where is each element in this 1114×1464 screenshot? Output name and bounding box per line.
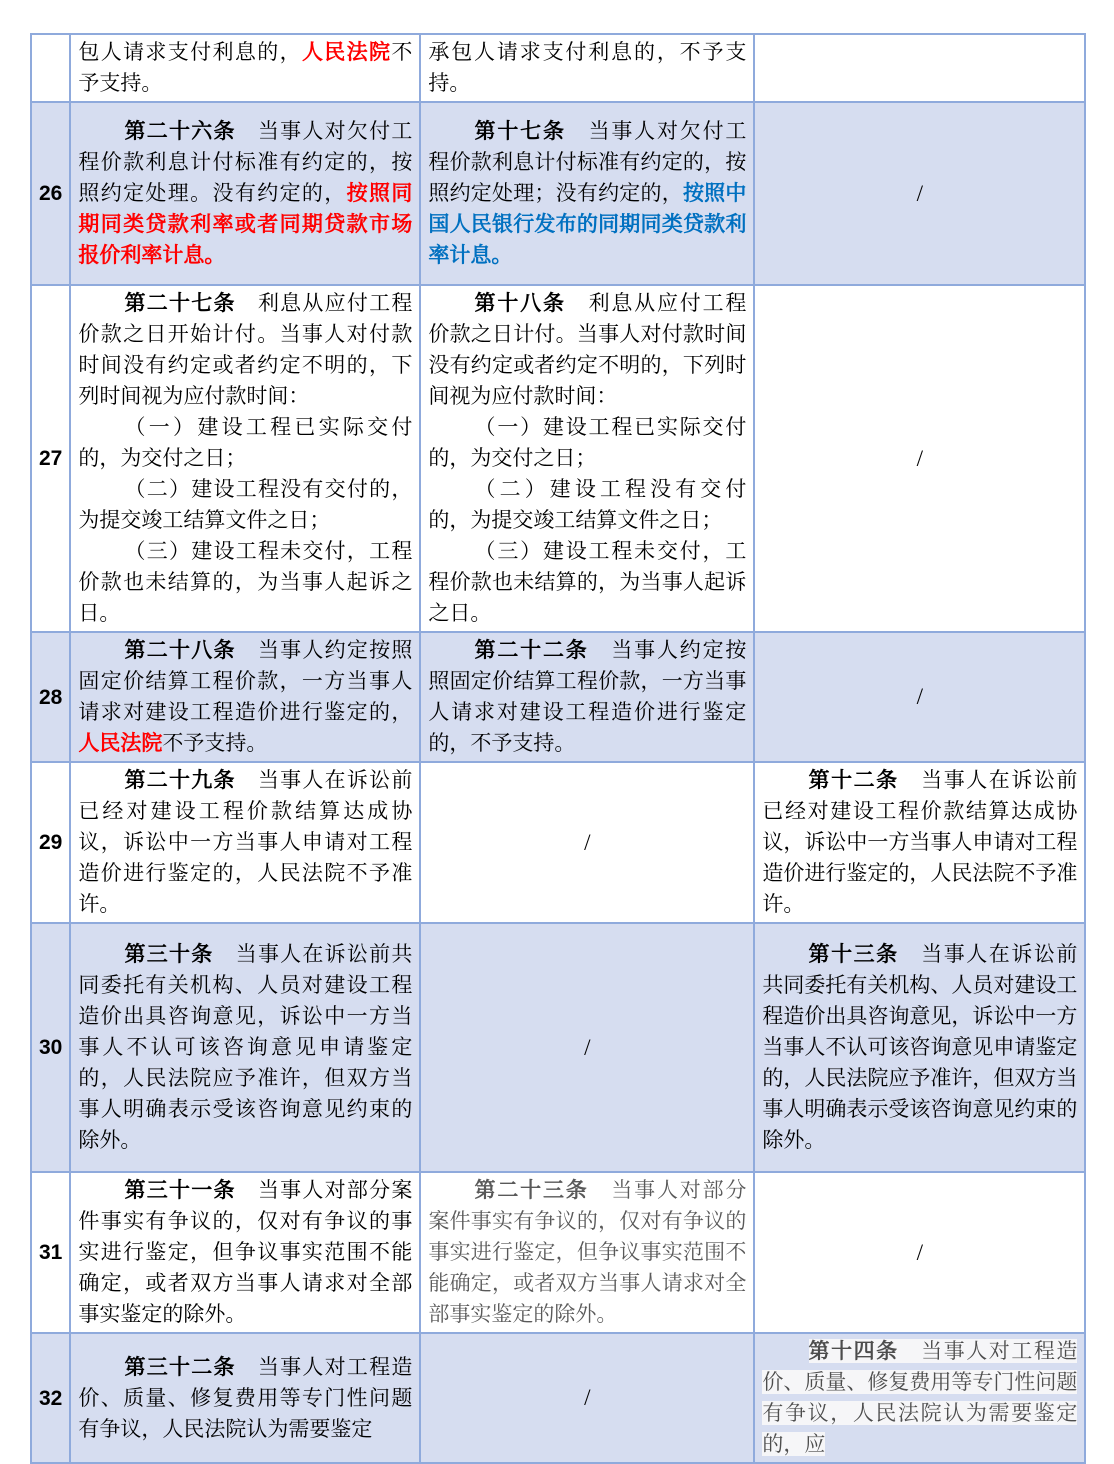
text-run: 当事人对欠付工程价款利息计付标准有约定的，按照约定处理；没有约定的， — [428, 119, 747, 205]
text-run: 当事人在诉讼前共同委托有关机构、人员对建设工程造价出具咨询意见，诉讼中一方当事人不认可该咨询意见申请鉴定的，人民法院应予准许，但双方当事人明确表示受该咨询意见约束的除外。 — [762, 942, 1078, 1152]
row-number: 28 — [31, 632, 70, 762]
table-row — [31, 1333, 1085, 1463]
text-run-gray: 当事人对部分案件事实有争议的，仅对有争议的事实进行鉴定，但争议事实范围不能确定，或者双方当事人请求对全部事实鉴定的除外。 — [428, 1178, 747, 1326]
article-cell — [70, 34, 420, 102]
paragraph — [78, 412, 412, 474]
paragraph — [78, 939, 412, 1156]
slash-mark: / — [916, 1239, 924, 1265]
text-run: 不予支持。 — [162, 731, 268, 755]
text-run-hl: 当事人对工程造价、质量、修复费用等专门性问题有争议，人民法院认为需要鉴定的，应 — [762, 1339, 1078, 1456]
not-applicable-cell — [754, 102, 1085, 285]
paragraph — [762, 765, 1077, 920]
article-cell — [70, 102, 420, 285]
article-cell — [420, 1172, 754, 1333]
row-number: 32 — [31, 1333, 70, 1463]
text-run: 当事人对工程造价、质量、修复费用等专门性问题有争议，人民法院认为需要鉴定 — [78, 1354, 413, 1441]
text-run-red: 人民法院 — [78, 731, 163, 755]
text-run-b: 第三十条 — [124, 942, 214, 966]
paragraph — [428, 536, 746, 629]
text-run-blue: 按照中国人民银行发布的同期同类贷款利率计息。 — [428, 181, 747, 267]
text-run: 当事人约定按照固定价结算工程价款，一方当事人请求对建设工程造价进行鉴定的，不予支持。 — [428, 638, 747, 755]
article-cell — [70, 632, 420, 762]
text-run-gb: 第二十三条 — [474, 1178, 589, 1202]
article-cell — [70, 762, 420, 923]
text-run-b: 第十二条 — [808, 768, 899, 792]
paragraph — [428, 635, 746, 759]
text-run-b: 第三十一条 — [124, 1178, 236, 1202]
comparison-table-body — [31, 34, 1085, 1463]
article-cell — [70, 923, 420, 1172]
row-number: 30 — [31, 923, 70, 1172]
paragraph — [78, 474, 412, 536]
text-run-b: 第二十九条 — [124, 768, 236, 792]
text-run: 当事人对欠付工程价款利息计付标准有约定的，按照约定处理。没有约定的， — [78, 119, 413, 205]
text-run: （一）建设工程已实际交付的，为交付之日； — [428, 415, 747, 470]
article-cell — [420, 102, 754, 285]
article-cell — [70, 285, 420, 632]
article-cell — [70, 1172, 420, 1333]
text-run-red: 人民法院 — [301, 40, 392, 64]
text-run-b: 第十七条 — [474, 119, 566, 143]
text-run-b: 第十八条 — [474, 291, 566, 315]
text-run-b: 第十三条 — [808, 942, 899, 966]
text-run: （一）建设工程已实际交付的，为交付之日； — [78, 415, 413, 470]
article-cell — [420, 632, 754, 762]
text-run: （三）建设工程未交付，工程价款也未结算的，为当事人起诉之日。 — [428, 539, 747, 625]
table-row — [31, 923, 1085, 1172]
article-cell — [70, 1333, 420, 1463]
text-run: （二）建设工程没有交付的，为提交竣工结算文件之日； — [428, 477, 747, 532]
article-cell — [754, 762, 1085, 923]
paragraph — [762, 939, 1077, 1156]
text-run-b: 第二十六条 — [124, 119, 236, 143]
text-run: 当事人在诉讼前共同委托有关机构、人员对建设工程造价出具咨询意见，诉讼中一方当事人不认可该咨询意见申请鉴定的，人民法院应予准许，但双方当事人明确表示受该咨询意见约束的除外。 — [78, 942, 413, 1152]
text-run: 当事人对部分案件事实有争议的，仅对有争议的事实进行鉴定，但争议事实范围不能确定，或者双方当事人请求对全部事实鉴定的除外。 — [78, 1178, 413, 1326]
slash-mark: / — [584, 1385, 591, 1410]
slash-mark: / — [584, 829, 591, 855]
slash-mark: / — [584, 1034, 591, 1060]
empty-cell — [754, 34, 1085, 102]
not-applicable-cell — [754, 285, 1085, 632]
text-run: （二）建设工程没有交付的，为提交竣工结算文件之日； — [78, 477, 413, 532]
not-applicable-cell — [420, 762, 754, 923]
row-number: 29 — [31, 762, 70, 923]
slash-mark: / — [916, 180, 924, 206]
table-row — [31, 1172, 1085, 1333]
text-run-b: 第二十七条 — [124, 291, 236, 315]
text-run: （三）建设工程未交付，工程价款也未结算的，为当事人起诉之日。 — [78, 539, 413, 625]
comparison-table — [30, 33, 1086, 1464]
slash-mark: / — [916, 445, 924, 471]
table-row — [31, 285, 1085, 632]
paragraph — [78, 765, 412, 920]
text-run: 利息从应付工程价款之日开始计付。当事人对付款时间没有约定或者约定不明的，下列时间视为应付款时间： — [78, 291, 413, 408]
row-number: 27 — [31, 285, 70, 632]
paragraph — [428, 288, 746, 412]
text-run-b: 第二十二条 — [474, 638, 589, 662]
not-applicable-cell — [420, 923, 754, 1172]
text-run: 承包人请求支付利息的，不予支持。 — [428, 40, 747, 95]
text-run: 利息从应付工程价款之日计付。当事人对付款时间没有约定或者约定不明的，下列时间视为应付款时间： — [428, 291, 747, 408]
text-run-b: 第三十二条 — [124, 1354, 236, 1379]
not-applicable-cell — [754, 632, 1085, 762]
text-run-hb: 第十四条 — [808, 1339, 899, 1363]
slash-mark: / — [916, 684, 924, 709]
table-row — [31, 632, 1085, 762]
paragraph — [78, 37, 412, 99]
article-cell — [754, 1333, 1085, 1463]
paragraph — [78, 635, 412, 759]
paragraph — [428, 37, 746, 99]
text-run: 当事人在诉讼前已经对建设工程价款结算达成协议，诉讼中一方当事人申请对工程造价进行鉴定的，人民法院不予准许。 — [762, 768, 1078, 916]
paragraph — [78, 288, 412, 412]
article-cell — [420, 34, 754, 102]
text-run-b: 第二十八条 — [124, 638, 236, 662]
not-applicable-cell — [754, 1172, 1085, 1333]
not-applicable-cell — [420, 1333, 754, 1463]
text-run: 当事人约定按照固定价结算工程价款，一方当事人请求对建设工程造价进行鉴定的， — [78, 638, 413, 724]
table-row — [31, 762, 1085, 923]
paragraph — [428, 474, 746, 536]
paragraph — [428, 412, 746, 474]
article-cell — [420, 285, 754, 632]
table-row — [31, 34, 1085, 102]
row-number: 31 — [31, 1172, 70, 1333]
paragraph — [428, 116, 746, 271]
paragraph — [428, 1175, 746, 1330]
text-run: 包人请求支付利息的， — [78, 40, 302, 64]
paragraph — [78, 1352, 412, 1445]
text-run: 当事人在诉讼前已经对建设工程价款结算达成协议，诉讼中一方当事人申请对工程造价进行鉴定的，人民法院不予准许。 — [78, 768, 413, 916]
row-number: 26 — [31, 102, 70, 285]
paragraph — [78, 1175, 412, 1330]
paragraph — [762, 1336, 1077, 1460]
text-run: 不予支持。 — [78, 40, 413, 95]
article-cell — [754, 923, 1085, 1172]
paragraph — [78, 536, 412, 629]
text-run-red: 按照同期同类贷款利率或者同期贷款市场报价利率计息。 — [78, 181, 413, 267]
paragraph — [78, 116, 412, 271]
table-row — [31, 102, 1085, 285]
row-number — [31, 34, 70, 102]
